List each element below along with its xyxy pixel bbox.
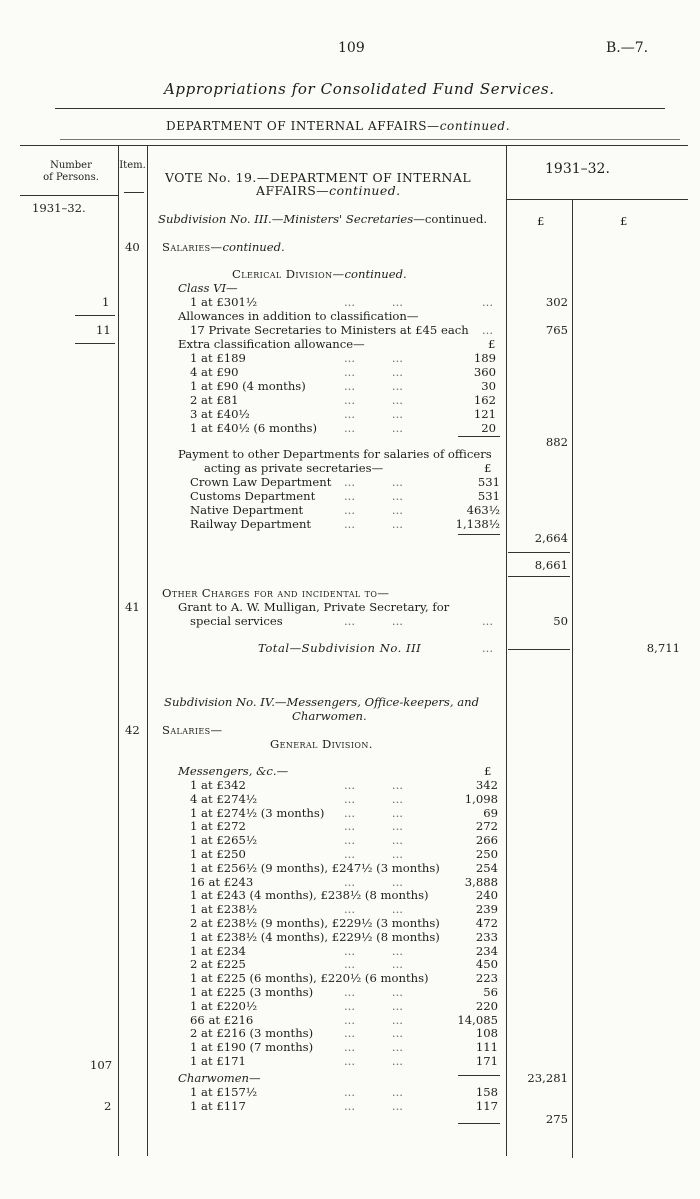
messenger-row-5-amount: 250 (475, 847, 498, 861)
department-continued: continued. (439, 119, 511, 133)
grant-amount: 50 (553, 614, 568, 628)
payment-heading-line1: Payment to other Departments for salaries of officers (178, 447, 492, 461)
year-left-label: 1931–32. (32, 201, 86, 215)
extra-row-1-label: 4 at £90 (190, 365, 239, 379)
messenger-row-1-amount: 1,098 (464, 791, 498, 806)
class-vi-label: Class VI— (178, 281, 238, 295)
messenger-row-15-amount: 56 (483, 985, 498, 999)
char-row-1-dots: ... ... (344, 1099, 403, 1113)
total-rule (508, 649, 570, 650)
char-row-0-dots: ... ... (344, 1085, 403, 1099)
extra-row-3-amount: 162 (473, 393, 496, 407)
col-rule-amount (572, 200, 573, 1158)
class-vi-dots: ... ... (344, 295, 403, 309)
sub4-salaries: Salaries— (162, 723, 223, 737)
header-rule (55, 108, 665, 109)
class-vi-dots-end: ... (482, 295, 494, 309)
page-title: Appropriations for Consolidated Fund Services. (164, 80, 555, 98)
class-vi-amount: 302 (545, 295, 568, 309)
salaries-label: Salaries— (162, 240, 223, 254)
clerical-division-heading (232, 268, 407, 281)
messengers-pound: £ (484, 764, 492, 778)
clerical-continued: continued. (344, 267, 407, 281)
extra-row-1-amount: 360 (473, 365, 496, 379)
messenger-row-6-label: 1 at £256½ (9 months), £247½ (3 months) (190, 860, 440, 875)
payment-row-0-dots: ... ... (344, 475, 403, 489)
char-row-0-amount: 158 (475, 1085, 498, 1099)
messenger-row-0-label: 1 at £342 (190, 778, 246, 792)
persons-sep-2 (75, 343, 115, 344)
salaries-continued: continued. (222, 240, 285, 254)
persons-2: 2 (104, 1099, 112, 1113)
messenger-row-12-amount: 234 (475, 943, 498, 958)
messenger-row-10-amount: 472 (475, 916, 498, 930)
table-top-rule (20, 145, 688, 146)
grant-dots: ... ... (344, 614, 403, 628)
extra-total-rule (458, 436, 500, 437)
item-42: 42 (125, 723, 140, 737)
messenger-row-19-dots: ... ... (344, 1040, 403, 1055)
col-rule-persons (118, 146, 119, 1156)
payment-row-1-label: Customs Department (190, 489, 316, 503)
payment-total-rule (458, 534, 500, 535)
extra-row-4-dots: ... ... (344, 407, 403, 421)
allowances-dots: ... (482, 323, 494, 337)
department-rule (60, 139, 680, 140)
item-40: 40 (125, 240, 140, 254)
col-rule-item (147, 146, 148, 1156)
payment-row-0-amount: 531 (477, 475, 500, 489)
messenger-row-14-label: 1 at £225 (6 months), £220½ (6 months) (190, 971, 429, 986)
messenger-row-19-amount: 111 (475, 1040, 498, 1055)
messenger-row-1-label: 4 at £274½ (190, 791, 258, 806)
extra-row-1-dots: ... ... (344, 365, 403, 379)
extra-row-3-dots: ... ... (344, 393, 403, 407)
payment-heading-line2: acting as private secretaries— (204, 461, 384, 475)
messenger-row-17-amount: 14,085 (457, 1012, 498, 1027)
char-row-1-amount: 117 (475, 1099, 498, 1113)
salaries-total-rule (508, 552, 570, 553)
total-dots: ... (482, 641, 494, 655)
subdivision-iv-heading-line1: Subdivision No. IV.—Messengers, Office-keepers, and (164, 695, 480, 709)
payment-row-3-dots: ... ... (344, 517, 403, 531)
messenger-row-20-dots: ... ... (344, 1054, 403, 1068)
messenger-row-2-amount: 69 (483, 805, 498, 820)
messenger-row-9-label: 1 at £238½ (190, 902, 258, 917)
total-subdivision-iii-amount: 8,711 (646, 641, 680, 655)
other-charges-heading: Other Charges for and incidental to— (162, 586, 390, 600)
messenger-row-13-amount: 450 (475, 957, 498, 972)
extra-row-2-amount: 30 (481, 379, 496, 393)
persons-11: 11 (96, 323, 111, 337)
messenger-row-15-label: 1 at £225 (3 months) (190, 985, 314, 999)
grant-line1: Grant to A. W. Mulligan, Private Secretary, for (178, 600, 450, 614)
messenger-row-0-dots: ... ... (344, 778, 403, 792)
pound-col1: £ (537, 214, 545, 228)
extra-row-2-label: 1 at £90 (4 months) (190, 379, 306, 393)
messenger-row-11-label: 1 at £238½ (4 months), £229½ (8 months) (190, 929, 440, 944)
messenger-row-20-label: 1 at £171 (190, 1054, 246, 1068)
extra-row-4-amount: 121 (473, 407, 496, 421)
allowances-heading: Allowances in addition to classification— (178, 309, 419, 323)
messenger-row-1-dots: ... ... (344, 791, 403, 806)
messenger-row-4-label: 1 at £265½ (190, 833, 258, 848)
grant-dots-end: ... (482, 614, 494, 628)
messenger-row-18-label: 2 at £216 (3 months) (190, 1026, 314, 1041)
total-subdivision-iii-label: Total—Subdivision No. III (258, 641, 422, 655)
payment-row-0-label: Crown Law Department (190, 475, 332, 489)
char-row-1-label: 1 at £117 (190, 1099, 246, 1113)
allowances-line: 17 Private Secretaries to Ministers at £45 each (190, 323, 469, 337)
messenger-row-6-amount: 254 (475, 860, 498, 875)
messenger-row-3-dots: ... ... (344, 819, 403, 834)
subdivision-iii-heading (158, 213, 487, 226)
class-vi-persons: 1 (102, 295, 110, 309)
extra-row-3-label: 2 at £81 (190, 393, 239, 407)
vote-dept: AFFAIRS— (256, 183, 330, 198)
payment-row-2-dots: ... ... (344, 503, 403, 517)
pound-col2: £ (620, 214, 628, 228)
char-row-0-label: 1 at £157½ (190, 1085, 258, 1099)
payment-total: 2,664 (534, 531, 568, 545)
clerical-label: Clerical Division— (232, 267, 345, 281)
extra-row-5-dots: ... ... (344, 421, 403, 435)
item-col-head: Item. (119, 160, 146, 171)
payment-row-3-label: Railway Department (190, 517, 312, 531)
charwomen-total: 275 (545, 1112, 568, 1126)
messenger-row-9-dots: ... ... (344, 902, 403, 917)
messenger-row-9-amount: 239 (475, 902, 498, 917)
messenger-row-16-dots: ... ... (344, 998, 403, 1013)
extra-row-5-label: 1 at £40½ (6 months) (190, 421, 317, 435)
charwomen-heading: Charwomen— (178, 1071, 261, 1085)
messenger-row-3-label: 1 at £272 (190, 819, 246, 834)
item-41: 41 (125, 600, 140, 614)
persons-head-rule (20, 195, 118, 196)
col-rule-text (506, 146, 507, 1156)
messenger-row-7-amount: 3,888 (464, 874, 498, 889)
messenger-row-11-amount: 233 (475, 929, 498, 944)
vote-heading-line1: VOTE No. 19.—DEPARTMENT OF INTERNAL (165, 170, 472, 185)
subdivision-iv-heading-line2: Charwomen. (292, 709, 367, 723)
payment-row-1-amount: 531 (477, 489, 500, 503)
messenger-row-2-label: 1 at £274½ (3 months) (190, 805, 325, 820)
messengers-total-rule (458, 1075, 500, 1076)
extra-row-4-label: 3 at £40½ (190, 407, 250, 421)
department-name: DEPARTMENT OF INTERNAL AFFAIRS— (166, 119, 440, 133)
extra-row-2-dots: ... ... (344, 379, 403, 393)
char-total-rule (458, 1123, 500, 1124)
messenger-row-13-label: 2 at £225 (190, 957, 246, 972)
messengers-total: 23,281 (527, 1071, 568, 1085)
year-head-rule (506, 199, 688, 200)
messenger-row-5-label: 1 at £250 (190, 847, 246, 861)
persons-col-head-line2: of Persons. (43, 172, 99, 183)
payment-row-2-amount: 463½ (466, 503, 500, 517)
vote-heading-line2 (256, 184, 401, 197)
page-number: 109 (338, 40, 365, 56)
messenger-row-10-label: 2 at £238½ (9 months), £229½ (3 months) (190, 916, 440, 930)
subdivision-iii-title: Subdivision No. III.—Ministers' Secretaries— (158, 212, 425, 226)
messenger-row-14-amount: 223 (475, 971, 498, 986)
grant-line2: special services (190, 614, 283, 628)
extra-row-5-amount: 20 (481, 421, 496, 435)
extra-row-0-label: 1 at £189 (190, 351, 246, 365)
messenger-row-12-dots: ... ... (344, 943, 403, 958)
messenger-row-7-label: 16 at £243 (190, 874, 254, 889)
messenger-row-4-amount: 266 (475, 833, 498, 848)
messenger-row-17-label: 66 at £216 (190, 1012, 254, 1027)
messenger-row-5-dots: ... ... (344, 847, 403, 861)
messenger-row-0-amount: 342 (475, 778, 498, 792)
messenger-row-12-label: 1 at £234 (190, 943, 246, 958)
allowances-amount: 765 (545, 323, 568, 337)
messenger-row-16-label: 1 at £220½ (190, 998, 258, 1013)
messengers-heading: Messengers, &c.— (178, 764, 289, 778)
year-col-head: 1931–32. (545, 161, 610, 177)
subdivision-iii-continued: continued. (424, 212, 488, 226)
extra-pound: £ (488, 337, 496, 351)
persons-sep-1 (75, 315, 115, 316)
messenger-row-19-label: 1 at £190 (7 months) (190, 1040, 314, 1055)
messenger-row-16-amount: 220 (475, 998, 498, 1013)
payment-pound: £ (484, 461, 492, 475)
messenger-row-18-dots: ... ... (344, 1026, 403, 1041)
persons-col-head (28, 160, 114, 184)
messenger-row-2-dots: ... ... (344, 805, 403, 820)
messenger-row-8-label: 1 at £243 (4 months), £238½ (8 months) (190, 888, 429, 903)
persons-col-head-line1: Number (50, 160, 92, 171)
messenger-row-4-dots: ... ... (344, 833, 403, 848)
payment-row-2-label: Native Department (190, 503, 304, 517)
extra-row-0-dots: ... ... (344, 351, 403, 365)
messenger-row-13-dots: ... ... (344, 957, 403, 972)
messenger-row-17-dots: ... ... (344, 1012, 403, 1027)
extra-total: 882 (545, 435, 568, 449)
payment-row-1-dots: ... ... (344, 489, 403, 503)
extra-row-0-amount: 189 (473, 351, 496, 365)
messenger-row-8-amount: 240 (475, 888, 498, 903)
payment-row-3-amount: 1,138½ (455, 517, 500, 531)
salaries-heading (162, 241, 285, 254)
messenger-row-18-amount: 108 (475, 1026, 498, 1041)
document-reference: B.—7. (606, 40, 649, 56)
vote-continued: continued. (329, 183, 401, 198)
salaries-total-rule-2 (508, 576, 570, 577)
extra-allowance-heading: Extra classification allowance— (178, 337, 365, 351)
persons-107: 107 (90, 1058, 113, 1072)
messenger-row-20-amount: 171 (475, 1054, 498, 1068)
item-head-rule (124, 192, 144, 193)
messenger-row-7-dots: ... ... (344, 874, 403, 889)
department-heading (166, 120, 510, 133)
messenger-row-3-amount: 272 (475, 819, 498, 834)
salaries-total: 8,661 (534, 558, 568, 572)
messenger-row-15-dots: ... ... (344, 985, 403, 999)
class-vi-line: 1 at £301½ (190, 295, 258, 309)
general-division-heading: General Division. (270, 737, 373, 751)
